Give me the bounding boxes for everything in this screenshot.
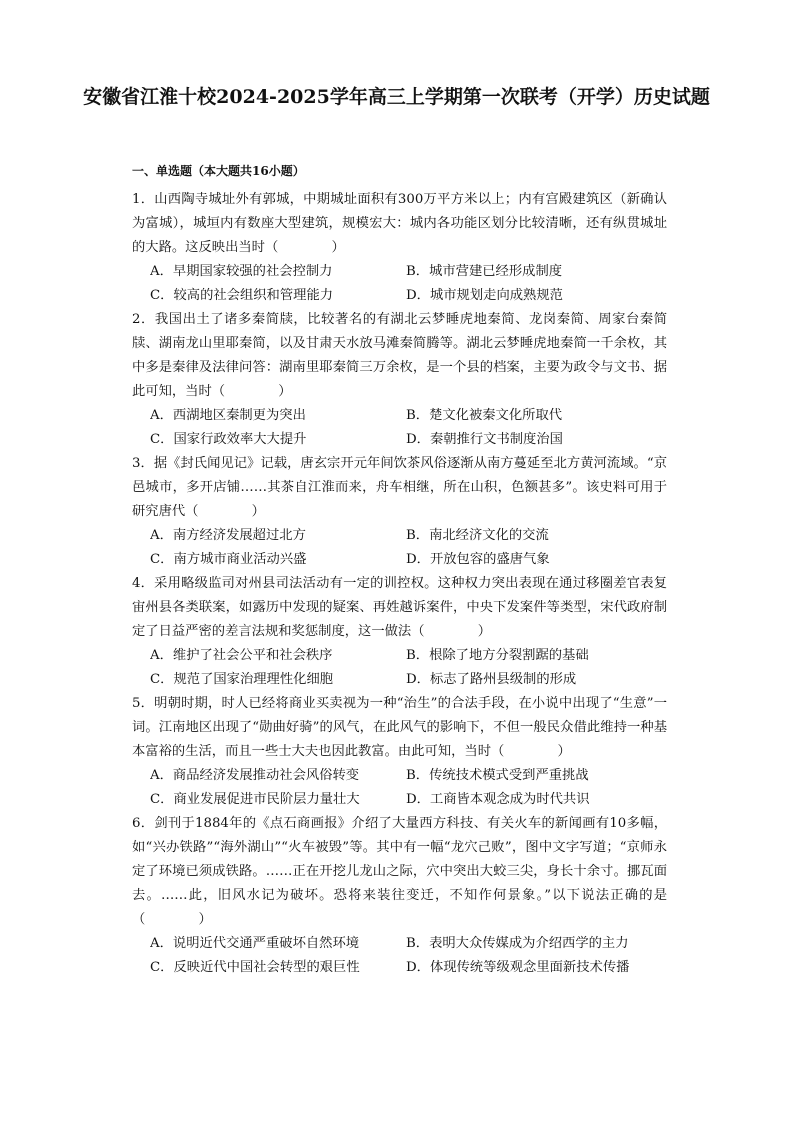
option-c: C．南方城市商业活动兴盛 (150, 552, 307, 567)
option-grid (132, 404, 667, 452)
option-d: D．秦朝推行文书制度治国 (406, 432, 563, 447)
question-item (132, 188, 667, 308)
option-c: C．反映近代中国社会转型的艰巨性 (150, 960, 360, 975)
question-item (132, 572, 667, 692)
question-item (132, 812, 667, 980)
option-b: B．根除了地方分裂割踞的基础 (406, 648, 589, 663)
option-d: D．工商皆本观念成为时代共识 (406, 792, 590, 807)
question-item (132, 692, 667, 812)
option-b: B．表明大众传媒成为介绍西学的主力 (406, 936, 629, 951)
option-grid (132, 764, 667, 812)
option-c: C．国家行政效率大大提升 (150, 432, 307, 447)
option-grid (132, 524, 667, 572)
option-a: A．维护了社会公平和社会秩序 (150, 648, 333, 663)
option-grid (132, 644, 667, 692)
question-stem: 6．剑刊于1884年的《点石商画报》介绍了大量西方科技、有关火车的新闻画有10多幅，如“兴办铁路”“海外湖山”“火车被毁”等。其中有一幅“龙穴己败”，图中文字写道；“京师永定了环境已须成铁路。……正在开挖儿龙山之际，穴中突出大蛟三尖，身长十余寸。挪瓦面去。……此，旧风水记为破坏。恐将来装往变迁，不知作何景象。”以下说法正确的是（ ） (132, 816, 667, 927)
option-b: B．城市营建已经形成制度 (406, 264, 563, 279)
section-heading: 一、单选题（本大题共16小题） (132, 164, 305, 178)
option-d: D．体现传统等级观念里面新技术传播 (406, 960, 630, 975)
option-grid (132, 932, 667, 980)
option-a: A．说明近代交通严重破坏自然环境 (150, 936, 360, 951)
option-a: A．西湖地区秦制更为突出 (150, 408, 306, 423)
option-grid (132, 260, 667, 308)
option-a: A．商品经济发展推动社会风俗转变 (150, 768, 360, 783)
option-a: A．早期国家较强的社会控制力 (150, 264, 333, 279)
question-stem: 4．采用略级监司对州县司法活动有一定的训控权。这种权力突出表现在通过移圈差官表复宙州县各类联案，如露历中发现的疑案、再姓越诉案件，中央下发案件等类型，宋代政府制定了日益严密的差言法规和奖惩制度，这一做法（ ） (132, 576, 667, 639)
question-stem: 1．山西陶寺城址外有郭城，中期城址面积有300万平方米以上；内有宫殿建筑区（新确认为富城），城垣内有数座大型建筑，规模宏大：城内各功能区划分比较清晰，还有纵贯城址的大路。这反映出当时（ ） (132, 192, 667, 255)
question-item (132, 452, 667, 572)
option-b: B．楚文化被秦文化所取代 (406, 408, 563, 423)
question-stem: 3．据《封氏闻见记》记载，唐玄宗开元年间饮茶风俗逐渐从南方蔓延至北方黄河流域。“京邑城市，多开店铺……其茶自江淮而来，舟车相继，所在山积，色额甚多”。该史料可用于研究唐代（ ） (132, 456, 667, 519)
question-stem: 5．明朝时期，时人已经将商业买卖视为一种“治生”的合法手段，在小说中出现了“生意”一词。江南地区出现了“勋曲好骑”的风气，在此风气的影响下，不但一般民众借此维持一种基本富裕的生活，而且一些士大夫也因此教富。由此可知，当时（ ） (132, 696, 667, 759)
option-c: C．商业发展促进市民阶层力量壮大 (150, 792, 360, 807)
option-d: D．城市规划走向成熟规范 (406, 288, 563, 303)
question-list (132, 188, 667, 980)
question-stem: 2．我国出土了诸多秦简牍，比较著名的有湖北云梦睡虎地秦简、龙岗秦简、周家台秦简牍、湖南龙山里耶秦简，以及甘肃天水放马滩秦简腾等。湖北云梦睡虎地秦简一千余枚，其中多是秦律及法律问答：湖南里耶秦简三万余枚，是一个县的档案，主要为政令与文书、据此可知，当时（ ） (132, 312, 667, 399)
question-item (132, 308, 667, 452)
option-c: C．较高的社会组织和管理能力 (150, 288, 334, 303)
option-d: D．标志了路州县级制的形成 (406, 672, 577, 687)
option-a: A．南方经济发展超过北方 (150, 528, 306, 543)
option-b: B．传统技术模式受到严重挑战 (406, 768, 589, 783)
option-d: D．开放包容的盛唐气象 (406, 552, 550, 567)
option-b: B．南北经济文化的交流 (406, 528, 549, 543)
page-title: 安徽省江淮十校2024-2025学年高三上学期第一次联考（开学）历史试题 (83, 86, 710, 108)
option-c: C．规范了国家治理理性化细胞 (150, 672, 334, 687)
